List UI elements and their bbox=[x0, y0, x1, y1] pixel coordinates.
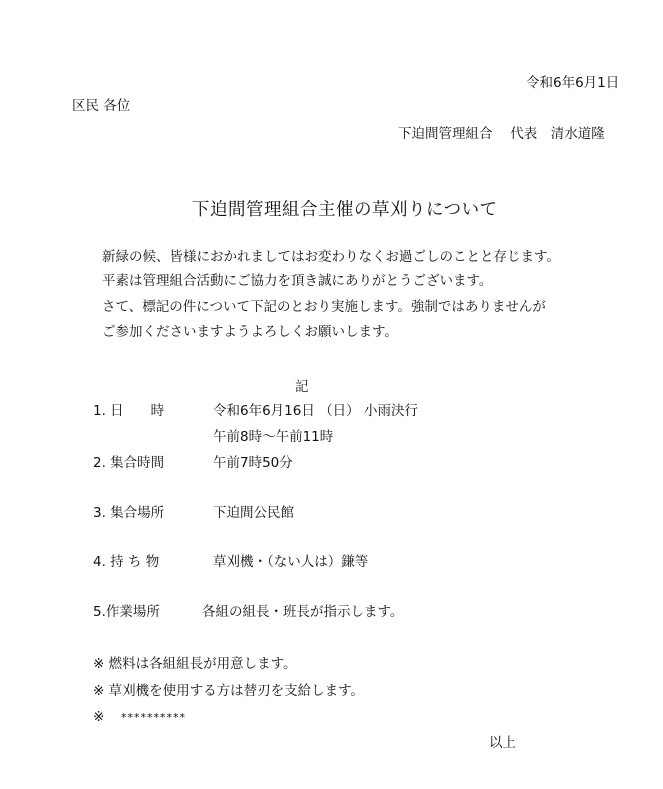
item-value-continued: 午前8時～午前11時 bbox=[213, 429, 334, 445]
note-mark: ※ bbox=[93, 709, 105, 725]
body-line: さて、標記の件について下記のとおり実施します。強制ではありませんが bbox=[102, 299, 546, 315]
item-label: 4. 持 ち 物 bbox=[93, 554, 160, 570]
note-redacted-text: ********** bbox=[121, 711, 186, 724]
item-value: 草刈機・（ない人は）鎌等 bbox=[213, 554, 369, 570]
sender: 下迫間管理組合 代表 清水道隆 bbox=[398, 126, 605, 142]
document-title: 下迫間管理組合主催の草刈りについて bbox=[192, 200, 498, 220]
recipient: 区民 各位 bbox=[72, 98, 131, 114]
note-line: ※ 草刈機を使用する方は替刃を支給します。 bbox=[93, 683, 365, 699]
body-line: ご参加くださいますようよろしくお願いします。 bbox=[102, 324, 398, 340]
item-value: 各組の組長・班長が指示します。 bbox=[202, 604, 404, 620]
body-line: 平素は管理組合活動にご協力を頂き誠にありがとうございます。 bbox=[102, 273, 493, 289]
item-label: 3. 集合場所 bbox=[93, 505, 165, 521]
document-date: 令和6年6月1日 bbox=[526, 75, 620, 91]
ki-heading: 記 bbox=[295, 379, 309, 395]
item-value: 令和6年6月16日 （日） 小雨決行 bbox=[213, 403, 418, 419]
item-label: 2. 集合時間 bbox=[93, 455, 165, 471]
closing: 以上 bbox=[489, 735, 516, 751]
item-label: 5.作業場所 bbox=[93, 604, 160, 620]
item-value: 午前7時50分 bbox=[213, 455, 293, 471]
item-label: 1. 日 時 bbox=[93, 403, 165, 419]
body-line: 新緑の候、皆様におかれましてはお変わりなくお過ごしのことと存じます。 bbox=[102, 249, 560, 265]
note-line: ※ 燃料は各組組長が用意します。 bbox=[93, 656, 297, 672]
item-value: 下迫間公民館 bbox=[213, 505, 294, 521]
